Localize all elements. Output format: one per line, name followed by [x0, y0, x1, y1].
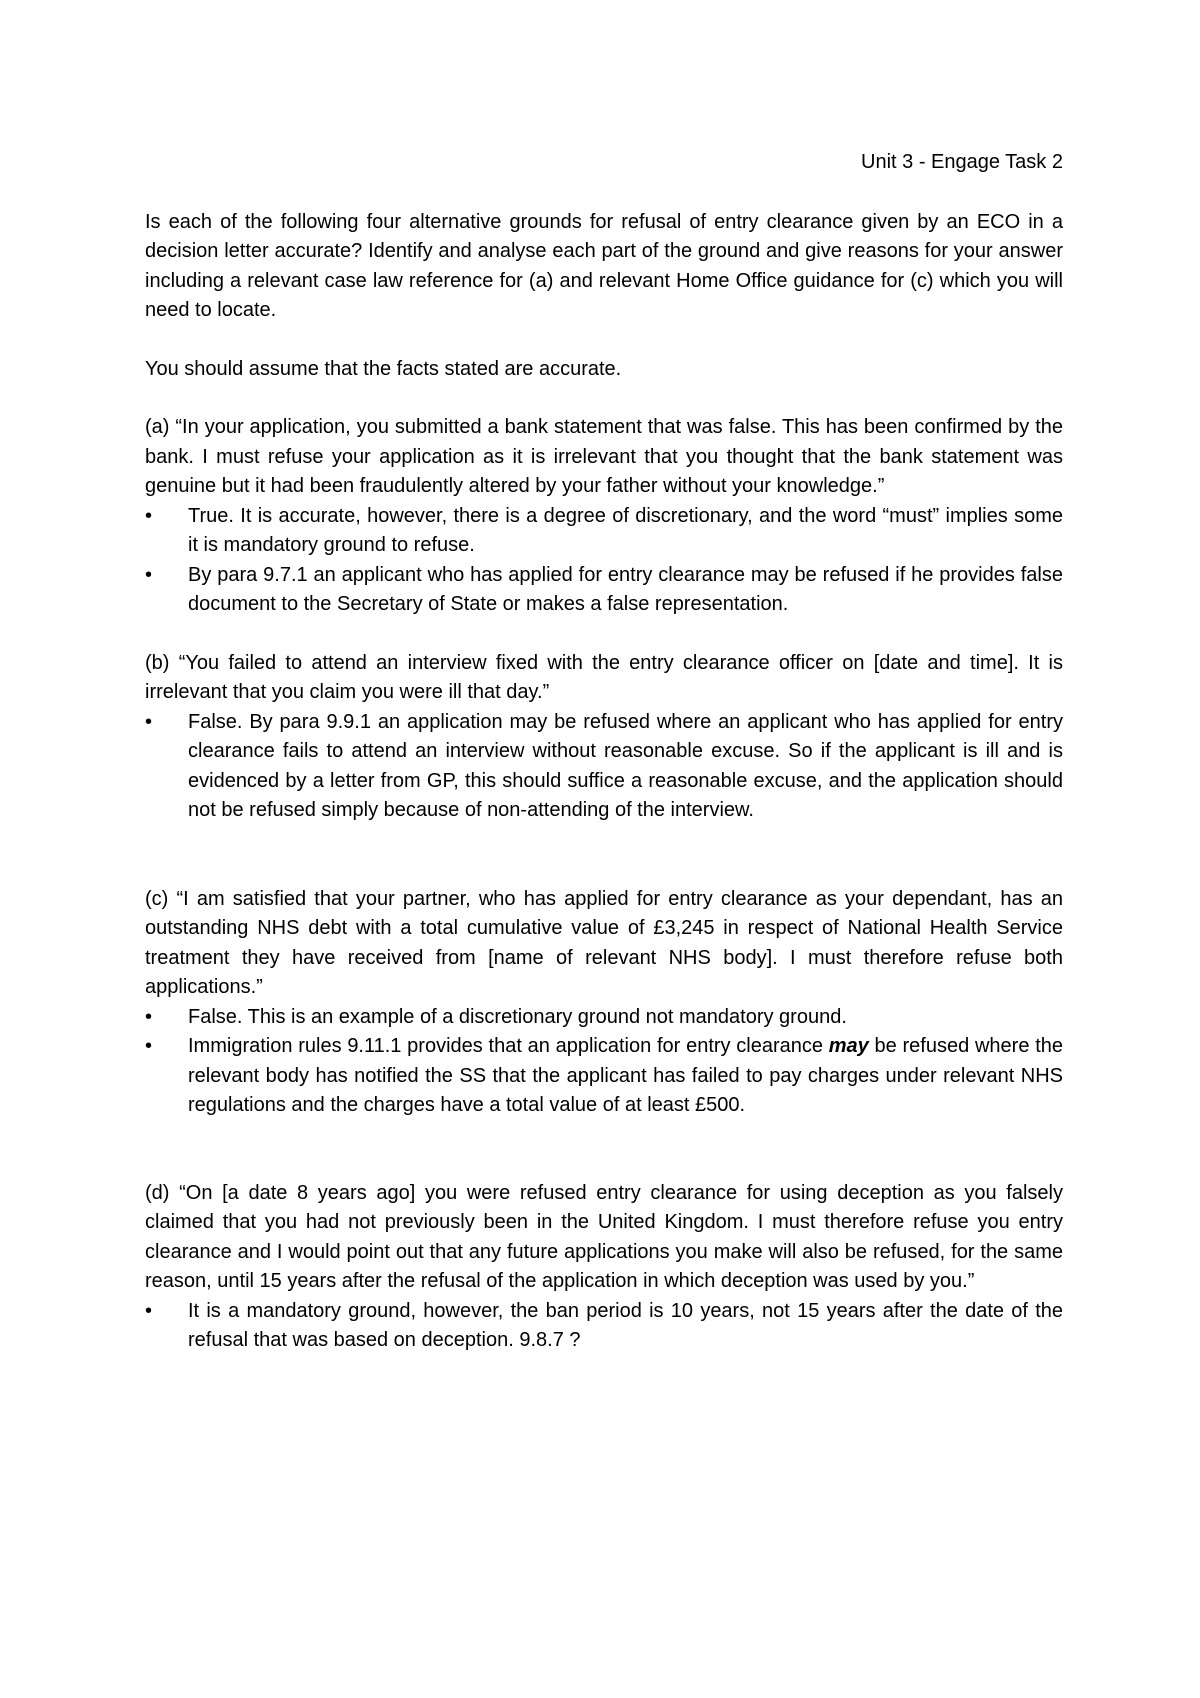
ground-c-answer-1: [145, 1003, 1063, 1033]
ground-a-answers: [145, 502, 1063, 620]
emphasis-may: may: [828, 1035, 869, 1057]
ground-d-answer-1: [145, 1297, 1063, 1356]
ground-d-quote: (d) “On [a date 8 years ago] you were refused entry clearance for using deception as you falsely claimed that you had not previously been in the United Kingdom. I must therefore refuse you entry clearance and I would point out that any future applications you make will also be refused, for the same reason, until 15 years after the refusal of the application in which deception was used by you.”: [145, 1181, 1063, 1292]
answer-text-part: be refused where the relevant body has notified the SS that the applicant has failed to pay charges under relevant NHS regulations and the charges have a total value of at least £500.: [188, 1035, 1063, 1116]
answer-text: It is a mandatory ground, however, the ban period is 10 years, not 15 years after the date of the refusal that was based on deception. 9.8.7 ?: [188, 1299, 1063, 1351]
ground-c-answers: [145, 1003, 1063, 1121]
answer-text: False. By para 9.9.1 an application may be refused where an applicant who has applied for entry clearance fails to attend an interview without reasonable excuse. So if the applicant is ill and is evidenced by a letter from GP, this should suffice a reasonable excuse, and the application should not be refused simply because of non-attending of the interview.: [188, 710, 1063, 821]
bullet-icon: •: [145, 1005, 153, 1028]
bullet-icon: •: [145, 504, 153, 527]
answer-text-part: Immigration rules 9.11.1 provides that an application for entry clearance: [188, 1035, 829, 1057]
bullet-icon: •: [145, 563, 153, 586]
spacer: [145, 1121, 1063, 1179]
ground-c-answer-2: [145, 1032, 1063, 1121]
ground-b-answer-1: [145, 708, 1063, 826]
assumption-note: You should assume that the facts stated are accurate.: [145, 357, 622, 380]
spacer: [145, 826, 1063, 885]
ground-b-quote: (b) “You failed to attend an interview fixed with the entry clearance officer on [date and time]. It is irrelevant that you claim you were ill that day.”: [145, 651, 1063, 703]
ground-a-quote: (a) “In your application, you submitted a bank statement that was false. This has been confirmed by the bank. I must refuse your application as it is irrelevant that you thought that the bank statement was genuine but it had been fraudulently altered by your father without your knowledge.”: [145, 416, 1063, 497]
bullet-icon: •: [145, 1299, 153, 1322]
ground-a-answer-1: [145, 502, 1063, 561]
bullet-icon: •: [145, 710, 153, 733]
task-instructions: Is each of the following four alternative grounds for refusal of entry clearance given by an ECO in a decision letter accurate? Identify and analyse each part of the ground and give reasons for your answer including a relevant case law reference for (a) and relevant Home Office guidance for (c) which you will need to locate.: [145, 210, 1063, 321]
ground-c-quote: (c) “I am satisfied that your partner, who has applied for entry clearance as your dependant, has an outstanding NHS debt with a total cumulative value of £3,245 in respect of National Health Service treatment they have received from [name of relevant NHS body]. I must therefore refuse both applications.”: [145, 887, 1063, 998]
answer-text: [188, 1035, 1063, 1116]
document-body: [145, 148, 1063, 1356]
document-header: Unit 3 - Engage Task 2: [861, 151, 1063, 173]
ground-b-answers: [145, 708, 1063, 826]
answer-text: True. It is accurate, however, there is a degree of discretionary, and the word “must” implies some it is mandatory ground to refuse.: [188, 504, 1063, 556]
bullet-icon: •: [145, 1035, 153, 1057]
ground-a-answer-2: [145, 561, 1063, 620]
ground-d-answers: [145, 1297, 1063, 1356]
answer-text: By para 9.7.1 an applicant who has applied for entry clearance may be refused if he provides false document to the Secretary of State or makes a false representation.: [188, 563, 1063, 615]
answer-text: False. This is an example of a discretionary ground not mandatory ground.: [188, 1005, 847, 1028]
spacer: [145, 620, 1063, 649]
